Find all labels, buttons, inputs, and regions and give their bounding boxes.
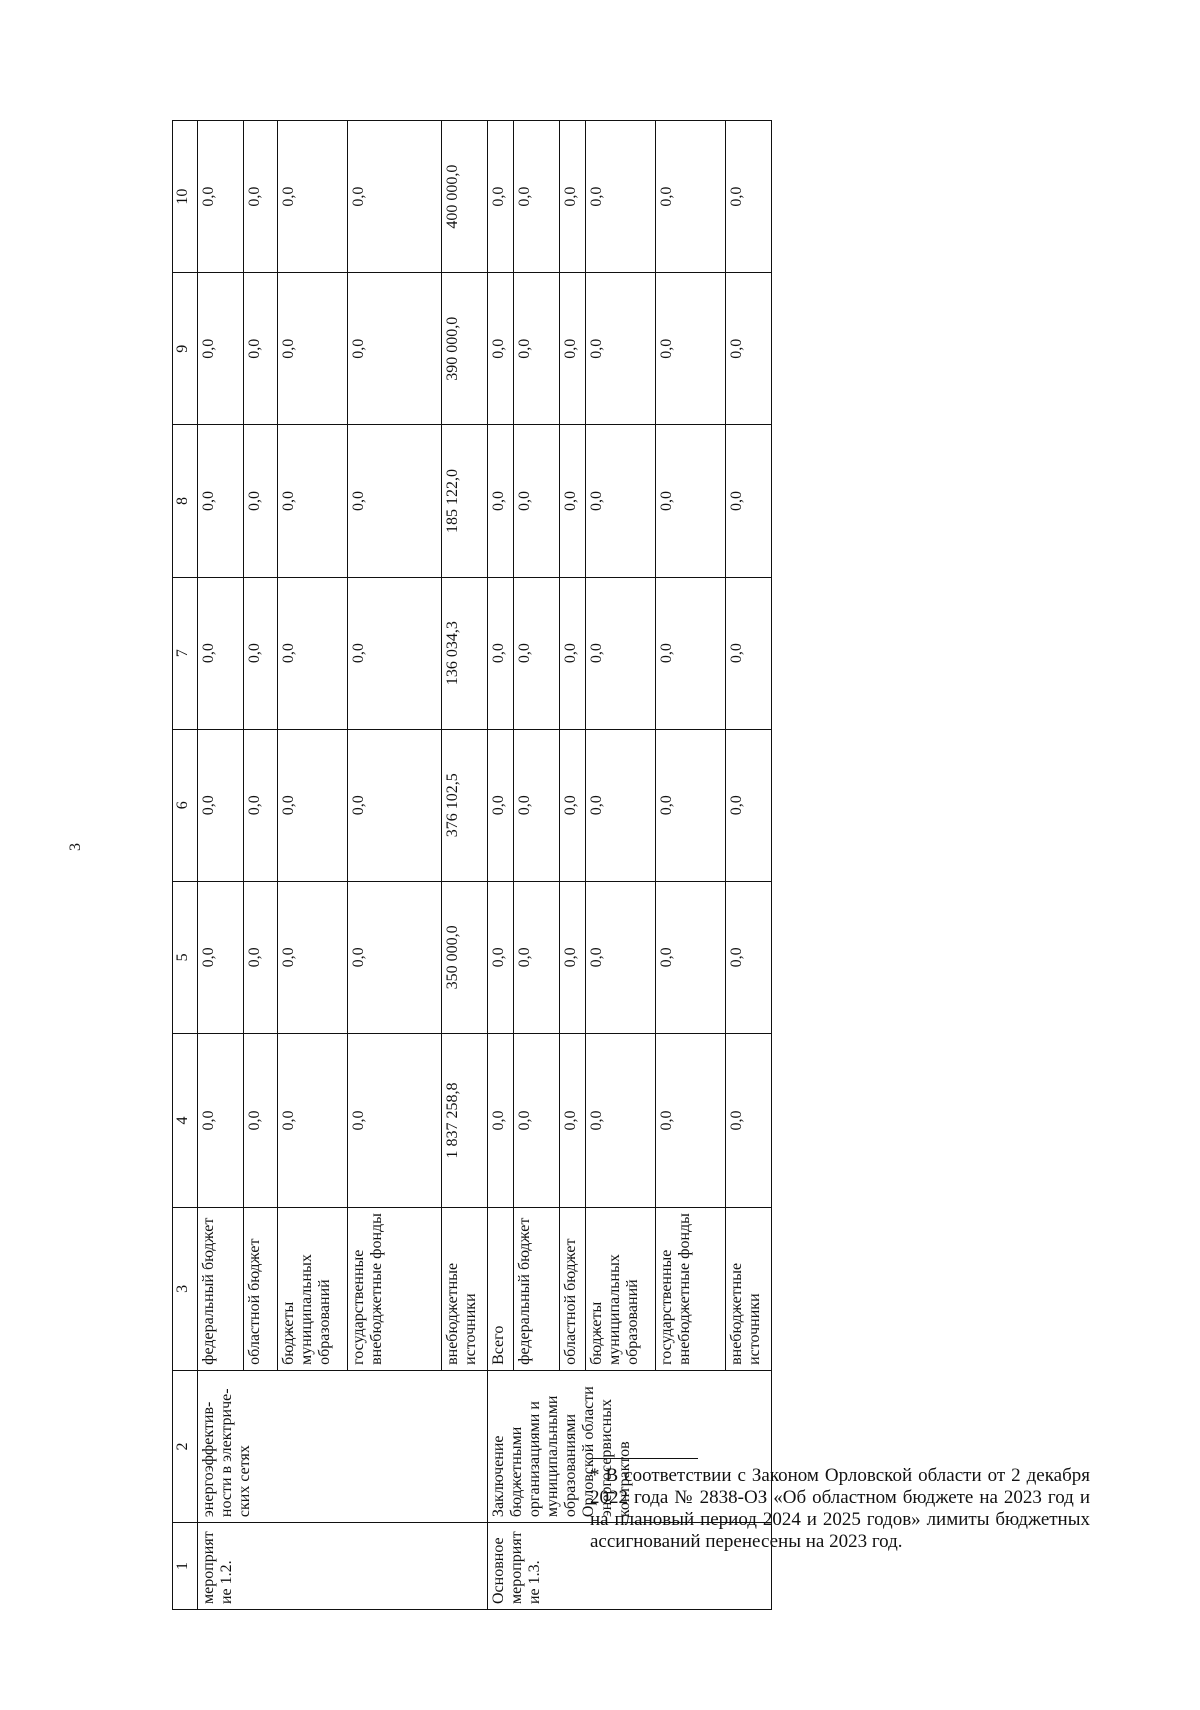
amount-cell: 0,0 [514, 881, 560, 1033]
amount-cell: 0,0 [244, 1034, 278, 1208]
table-body [198, 121, 772, 1610]
amount-cell: 390 000,0 [442, 273, 488, 425]
amount-cell: 0,0 [348, 881, 442, 1033]
amount-cell: 0,0 [278, 121, 348, 273]
amount-cell: 0,0 [198, 425, 244, 577]
amount-cell: 0,0 [488, 425, 514, 577]
footnote-text: * В соответствии с Законом Орловской области от 2 декабря 2022 года № 2838-ОЗ «Об областном бюджете на 2023 год и на плановый период 2024 и 2025 годов» лимиты бюджетных ассигнований перенесены на 2023 год. [590, 1465, 1090, 1552]
amount-cell: 0,0 [586, 881, 656, 1033]
page-number: 3 [67, 843, 84, 851]
table-row [198, 121, 244, 1610]
amount-cell: 0,0 [586, 729, 656, 881]
amount-cell: 0,0 [278, 425, 348, 577]
amount-cell: 0,0 [348, 273, 442, 425]
amount-cell: 0,0 [348, 577, 442, 729]
amount-cell: 0,0 [488, 121, 514, 273]
amount-cell: 0,0 [726, 425, 772, 577]
column-number-6: 6 [173, 729, 198, 881]
amount-cell: 0,0 [348, 121, 442, 273]
amount-cell: 0,0 [656, 577, 726, 729]
funding-source: государственные внебюджетные фонды [348, 1207, 442, 1370]
column-number-7: 7 [173, 577, 198, 729]
amount-cell: 0,0 [278, 729, 348, 881]
amount-cell: 0,0 [244, 729, 278, 881]
funding-source: Всего [488, 1207, 514, 1370]
column-number-2: 2 [173, 1370, 198, 1522]
amount-cell: 0,0 [278, 1034, 348, 1208]
amount-cell: 0,0 [488, 881, 514, 1033]
amount-cell: 0,0 [656, 121, 726, 273]
funding-source: внебюджетные источники [442, 1207, 488, 1370]
amount-cell: 0,0 [656, 729, 726, 881]
amount-cell: 0,0 [560, 577, 586, 729]
funding-source: областной бюджет [560, 1207, 586, 1370]
amount-cell: 0,0 [198, 1034, 244, 1208]
measure-title: энергоэффектив-ности в электриче-ских сетях [198, 1370, 488, 1522]
amount-cell: 0,0 [244, 121, 278, 273]
column-number-8: 8 [173, 425, 198, 577]
amount-cell: 1 837 258,8 [442, 1034, 488, 1208]
rotated-page-content [172, 120, 802, 1610]
amount-cell: 0,0 [488, 273, 514, 425]
amount-cell: 0,0 [244, 577, 278, 729]
amount-cell: 0,0 [198, 881, 244, 1033]
amount-cell: 376 102,5 [442, 729, 488, 881]
amount-cell: 0,0 [656, 1034, 726, 1208]
amount-cell: 185 122,0 [442, 425, 488, 577]
amount-cell: 0,0 [726, 273, 772, 425]
amount-cell: 0,0 [514, 425, 560, 577]
amount-cell: 0,0 [198, 273, 244, 425]
amount-cell: 0,0 [514, 121, 560, 273]
column-number-1: 1 [173, 1523, 198, 1610]
funding-source: областной бюджет [244, 1207, 278, 1370]
amount-cell: 0,0 [198, 121, 244, 273]
amount-cell: 0,0 [560, 729, 586, 881]
amount-cell: 0,0 [586, 1034, 656, 1208]
funding-source: внебюджетные источники [726, 1207, 772, 1370]
measure-title: Заключение бюджетными организациями и муниципальными образованиями Орловской области энергосервисных контрактов [488, 1370, 772, 1522]
amount-cell: 0,0 [656, 881, 726, 1033]
column-number-row [173, 121, 198, 1610]
amount-cell: 0,0 [278, 273, 348, 425]
funding-source: государственные внебюджетные фонды [656, 1207, 726, 1370]
amount-cell: 0,0 [586, 425, 656, 577]
amount-cell: 0,0 [488, 1034, 514, 1208]
amount-cell: 0,0 [586, 273, 656, 425]
amount-cell: 0,0 [726, 881, 772, 1033]
amount-cell: 0,0 [726, 729, 772, 881]
budget-table [172, 120, 772, 1610]
amount-cell: 400 000,0 [442, 121, 488, 273]
table-row [488, 121, 514, 1610]
amount-cell: 0,0 [348, 729, 442, 881]
amount-cell: 0,0 [514, 729, 560, 881]
amount-cell: 0,0 [244, 273, 278, 425]
amount-cell: 0,0 [488, 729, 514, 881]
column-number-9: 9 [173, 273, 198, 425]
footnote [590, 1458, 1090, 1553]
amount-cell: 350 000,0 [442, 881, 488, 1033]
amount-cell: 0,0 [560, 1034, 586, 1208]
amount-cell: 0,0 [560, 425, 586, 577]
amount-cell: 0,0 [348, 1034, 442, 1208]
amount-cell: 0,0 [198, 577, 244, 729]
amount-cell: 0,0 [244, 881, 278, 1033]
column-number-3: 3 [173, 1207, 198, 1370]
amount-cell: 0,0 [514, 1034, 560, 1208]
measure-code: мероприятие 1.2. [198, 1523, 488, 1610]
amount-cell: 0,0 [656, 273, 726, 425]
funding-source: бюджеты муниципальных образований [586, 1207, 656, 1370]
amount-cell: 0,0 [198, 729, 244, 881]
amount-cell: 0,0 [560, 881, 586, 1033]
amount-cell: 136 034,3 [442, 577, 488, 729]
amount-cell: 0,0 [726, 577, 772, 729]
funding-source: бюджеты муниципальных образований [278, 1207, 348, 1370]
amount-cell: 0,0 [244, 425, 278, 577]
measure-code: Основное мероприятие 1.3. [488, 1523, 772, 1610]
column-number-10: 10 [173, 121, 198, 273]
amount-cell: 0,0 [488, 577, 514, 729]
amount-cell: 0,0 [514, 577, 560, 729]
column-number-4: 4 [173, 1034, 198, 1208]
amount-cell: 0,0 [278, 881, 348, 1033]
footnote-divider [590, 1458, 698, 1459]
amount-cell: 0,0 [560, 273, 586, 425]
amount-cell: 0,0 [656, 425, 726, 577]
amount-cell: 0,0 [348, 425, 442, 577]
amount-cell: 0,0 [514, 273, 560, 425]
amount-cell: 0,0 [560, 121, 586, 273]
funding-source: федеральный бюджет [514, 1207, 560, 1370]
amount-cell: 0,0 [726, 121, 772, 273]
amount-cell: 0,0 [586, 577, 656, 729]
amount-cell: 0,0 [586, 121, 656, 273]
amount-cell: 0,0 [278, 577, 348, 729]
funding-source: федеральный бюджет [198, 1207, 244, 1370]
column-number-5: 5 [173, 881, 198, 1033]
amount-cell: 0,0 [726, 1034, 772, 1208]
